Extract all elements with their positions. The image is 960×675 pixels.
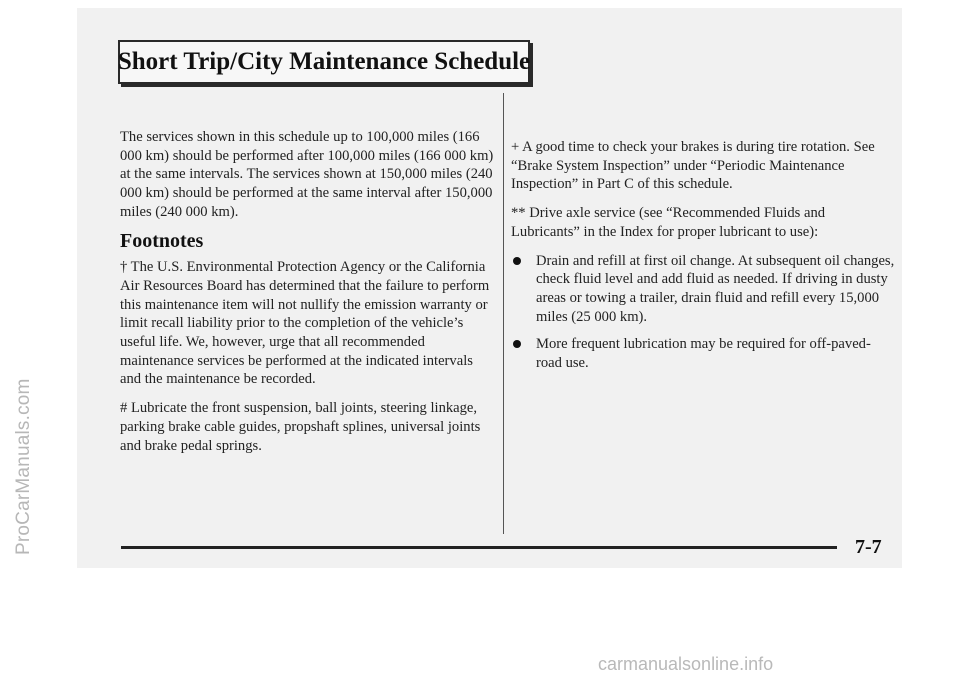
bullet-item [511,252,896,327]
footnote-plus: + A good time to check your brakes is during tire rotation. See “Brake System Inspection” under “Periodic Maintenance Inspection” in Part C of this schedule. [511,139,875,193]
manual-page [77,8,902,568]
bullet-text: Drain and refill at first oil change. At subsequent oil changes, check fluid level and add fluid as needed. If driving in dusty areas or towing a trailer, drain fluid and refill every 15,000 miles (25 000 km). [536,252,895,325]
page-number: 7-7 [855,536,882,558]
footnote-stars: ** Drive axle service (see “Recommended Fluids and Lubricants” in the Index for proper lubricant to use): [511,205,826,240]
right-column [511,138,896,382]
footer-rule [121,546,837,549]
footnote-dagger: † The U.S. Environmental Protection Agency or the California Air Resources Board has determined that the failure to perform this maintenance item will not nullify the emission warranty or limit recall liability prior to the completion of the vehicle’s useful life. We, however, urge that all recommended maintenance services be performed at the indicated intervals and the maintenance be recorded. [120,259,490,388]
bullet-icon [513,257,521,265]
drive-axle-bullets [511,252,896,373]
bullet-item [511,335,896,372]
footnotes-heading: Footnotes [120,229,204,252]
page-title: Short Trip/City Maintenance Schedule [117,48,531,75]
left-column [120,128,494,465]
column-divider [503,93,504,534]
watermark-procarmanuals: ProCarManuals.com [13,378,34,555]
watermark-carmanualsonline: carmanualsonline.info [598,654,774,674]
bullet-icon [513,340,521,348]
title-box [118,40,530,84]
intro-paragraph: The services shown in this schedule up to 100,000 miles (166 000 km) should be performed after 100,000 miles (166 000 km) at the same intervals. The services shown at 150,000 miles (240 000 km) should be performed at the same interval after 150,000 miles (240 000 km). [120,129,494,220]
bullet-text: More frequent lubrication may be required for off-paved-road use. [536,336,871,372]
footnote-hash: # Lubricate the front suspension, ball joints, steering linkage, parking brake cable guides, propshaft splines, universal joints and brake pedal springs. [120,400,481,454]
